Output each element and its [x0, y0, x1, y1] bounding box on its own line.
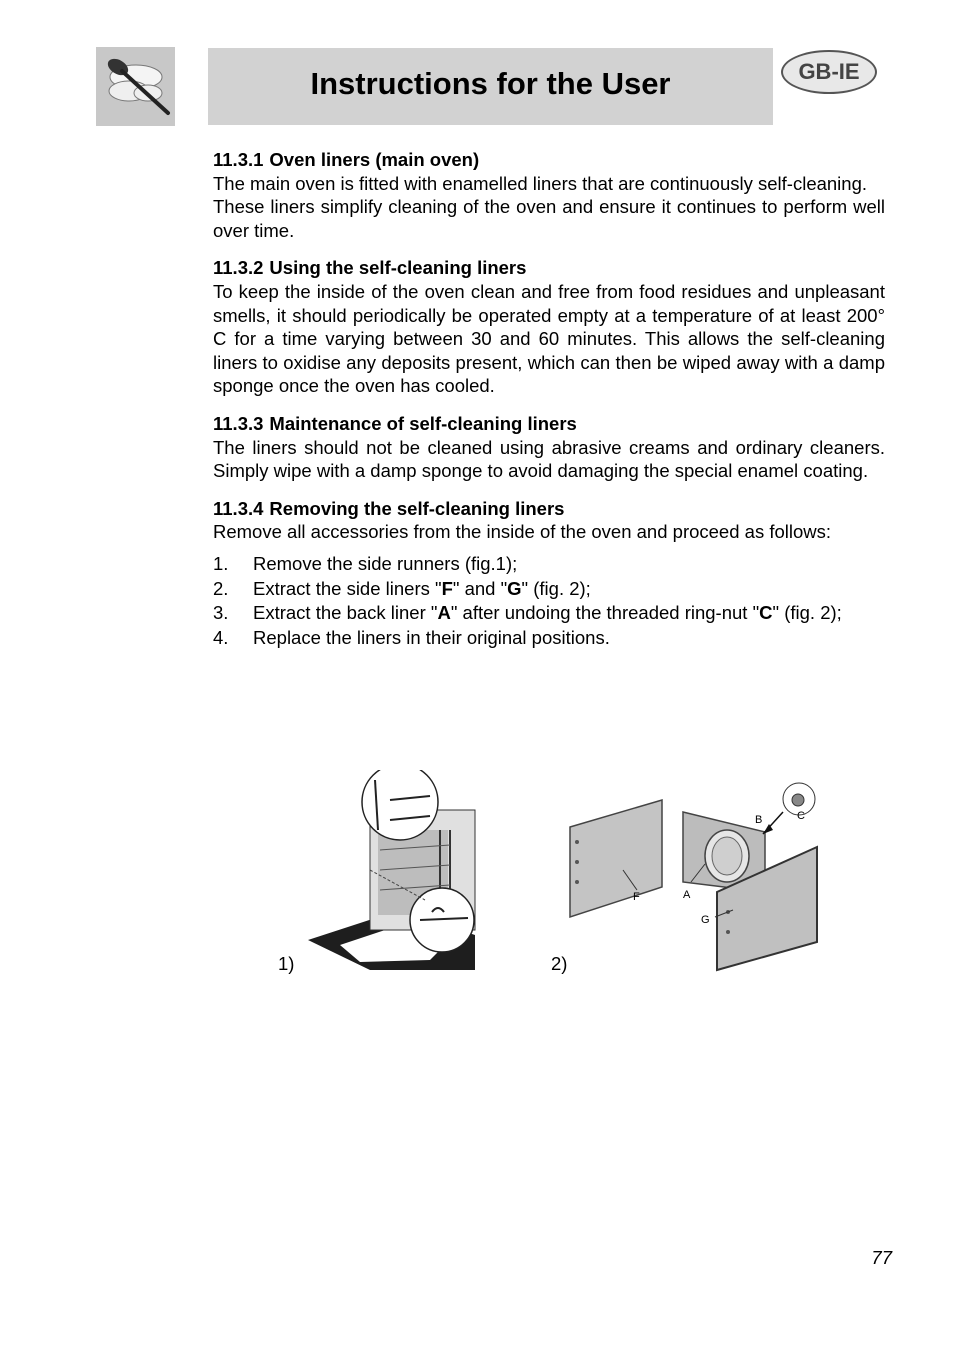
section-oven-liners	[213, 148, 885, 242]
step-text: " after undoing the threaded ring-nut "	[450, 602, 760, 624]
section-title: Removing the self-cleaning liners	[269, 497, 565, 519]
step-text: " (fig. 2);	[772, 602, 842, 624]
figure-1-oven-runners	[300, 770, 482, 972]
step-text: " and "	[452, 577, 508, 599]
step-text: Remove the side runners (fig.1);	[253, 552, 518, 574]
list-item	[213, 552, 885, 576]
section-title: Oven liners (main oven)	[269, 149, 480, 170]
section-number: 11.3.3	[213, 412, 264, 434]
page-number: 77	[871, 1247, 892, 1268]
callout-a: A	[683, 889, 691, 901]
callout-c: C	[797, 810, 805, 822]
section-number: 11.3.1	[213, 149, 264, 170]
language-badge: GB-IE	[781, 50, 877, 94]
chef-spoon-icon	[96, 47, 175, 126]
step-number: 1.	[213, 552, 229, 574]
main-content	[213, 148, 885, 650]
section-title: Using the self-cleaning liners	[269, 257, 527, 279]
list-item	[213, 626, 885, 650]
step-number: 4.	[213, 626, 229, 648]
paragraph: The main oven is fitted with enamelled liners that are continuously self-cleaning.	[213, 172, 868, 194]
section-number: 11.3.2	[213, 257, 264, 279]
brand-logo	[96, 47, 175, 126]
steps-list	[213, 552, 885, 649]
page-title: Instructions for the User	[310, 66, 671, 101]
paragraph: These liners simplify cleaning of the oven and ensure it continues to perform well over time.	[213, 196, 885, 241]
step-number: 3.	[213, 602, 229, 624]
section-using-liners	[213, 256, 885, 398]
step-text: Replace the liners in their original positions.	[253, 626, 610, 648]
section-heading	[213, 256, 885, 280]
step-text-bold: A	[437, 602, 451, 624]
figure-2-label: 2)	[551, 953, 568, 974]
section-heading	[213, 148, 885, 172]
section-number: 11.3.4	[213, 497, 264, 519]
step-text-bold: G	[507, 577, 522, 599]
figure-2-liners	[565, 772, 823, 972]
list-item	[213, 577, 885, 601]
paragraph: To keep the inside of the oven clean and free from food residues and unpleasant smells, it should periodically be operated empty at a temperature of at least 200° C for a time varying between 30 and 60 minutes. This allows the self-cleaning liners to oxidise any deposits present, which can then be wiped away with a damp sponge once the oven has cooled.	[213, 280, 885, 397]
section-heading	[213, 412, 885, 436]
step-text: Extract the back liner "	[253, 602, 438, 624]
paragraph: Remove all accessories from the inside of the oven and proceed as follows:	[213, 521, 832, 543]
callout-f: F	[633, 891, 640, 903]
section-removing-liners	[213, 497, 885, 650]
paragraph: The liners should not be cleaned using abrasive creams and ordinary cleaners. Simply wipe with a damp sponge to avoid damaging the special enamel coating.	[213, 436, 885, 482]
section-title: Maintenance of self-cleaning liners	[269, 412, 577, 434]
step-text-bold: C	[759, 602, 773, 624]
step-text: Extract the side liners "	[253, 577, 442, 599]
step-text-bold: F	[441, 577, 453, 599]
section-maintenance	[213, 412, 885, 483]
step-text: " (fig. 2);	[521, 577, 591, 599]
figure-1-label: 1)	[278, 953, 295, 974]
list-item	[213, 601, 885, 625]
header-band	[208, 48, 773, 125]
step-number: 2.	[213, 577, 229, 599]
callout-g: G	[701, 914, 710, 926]
callout-b: B	[755, 814, 763, 826]
section-heading	[213, 497, 885, 521]
